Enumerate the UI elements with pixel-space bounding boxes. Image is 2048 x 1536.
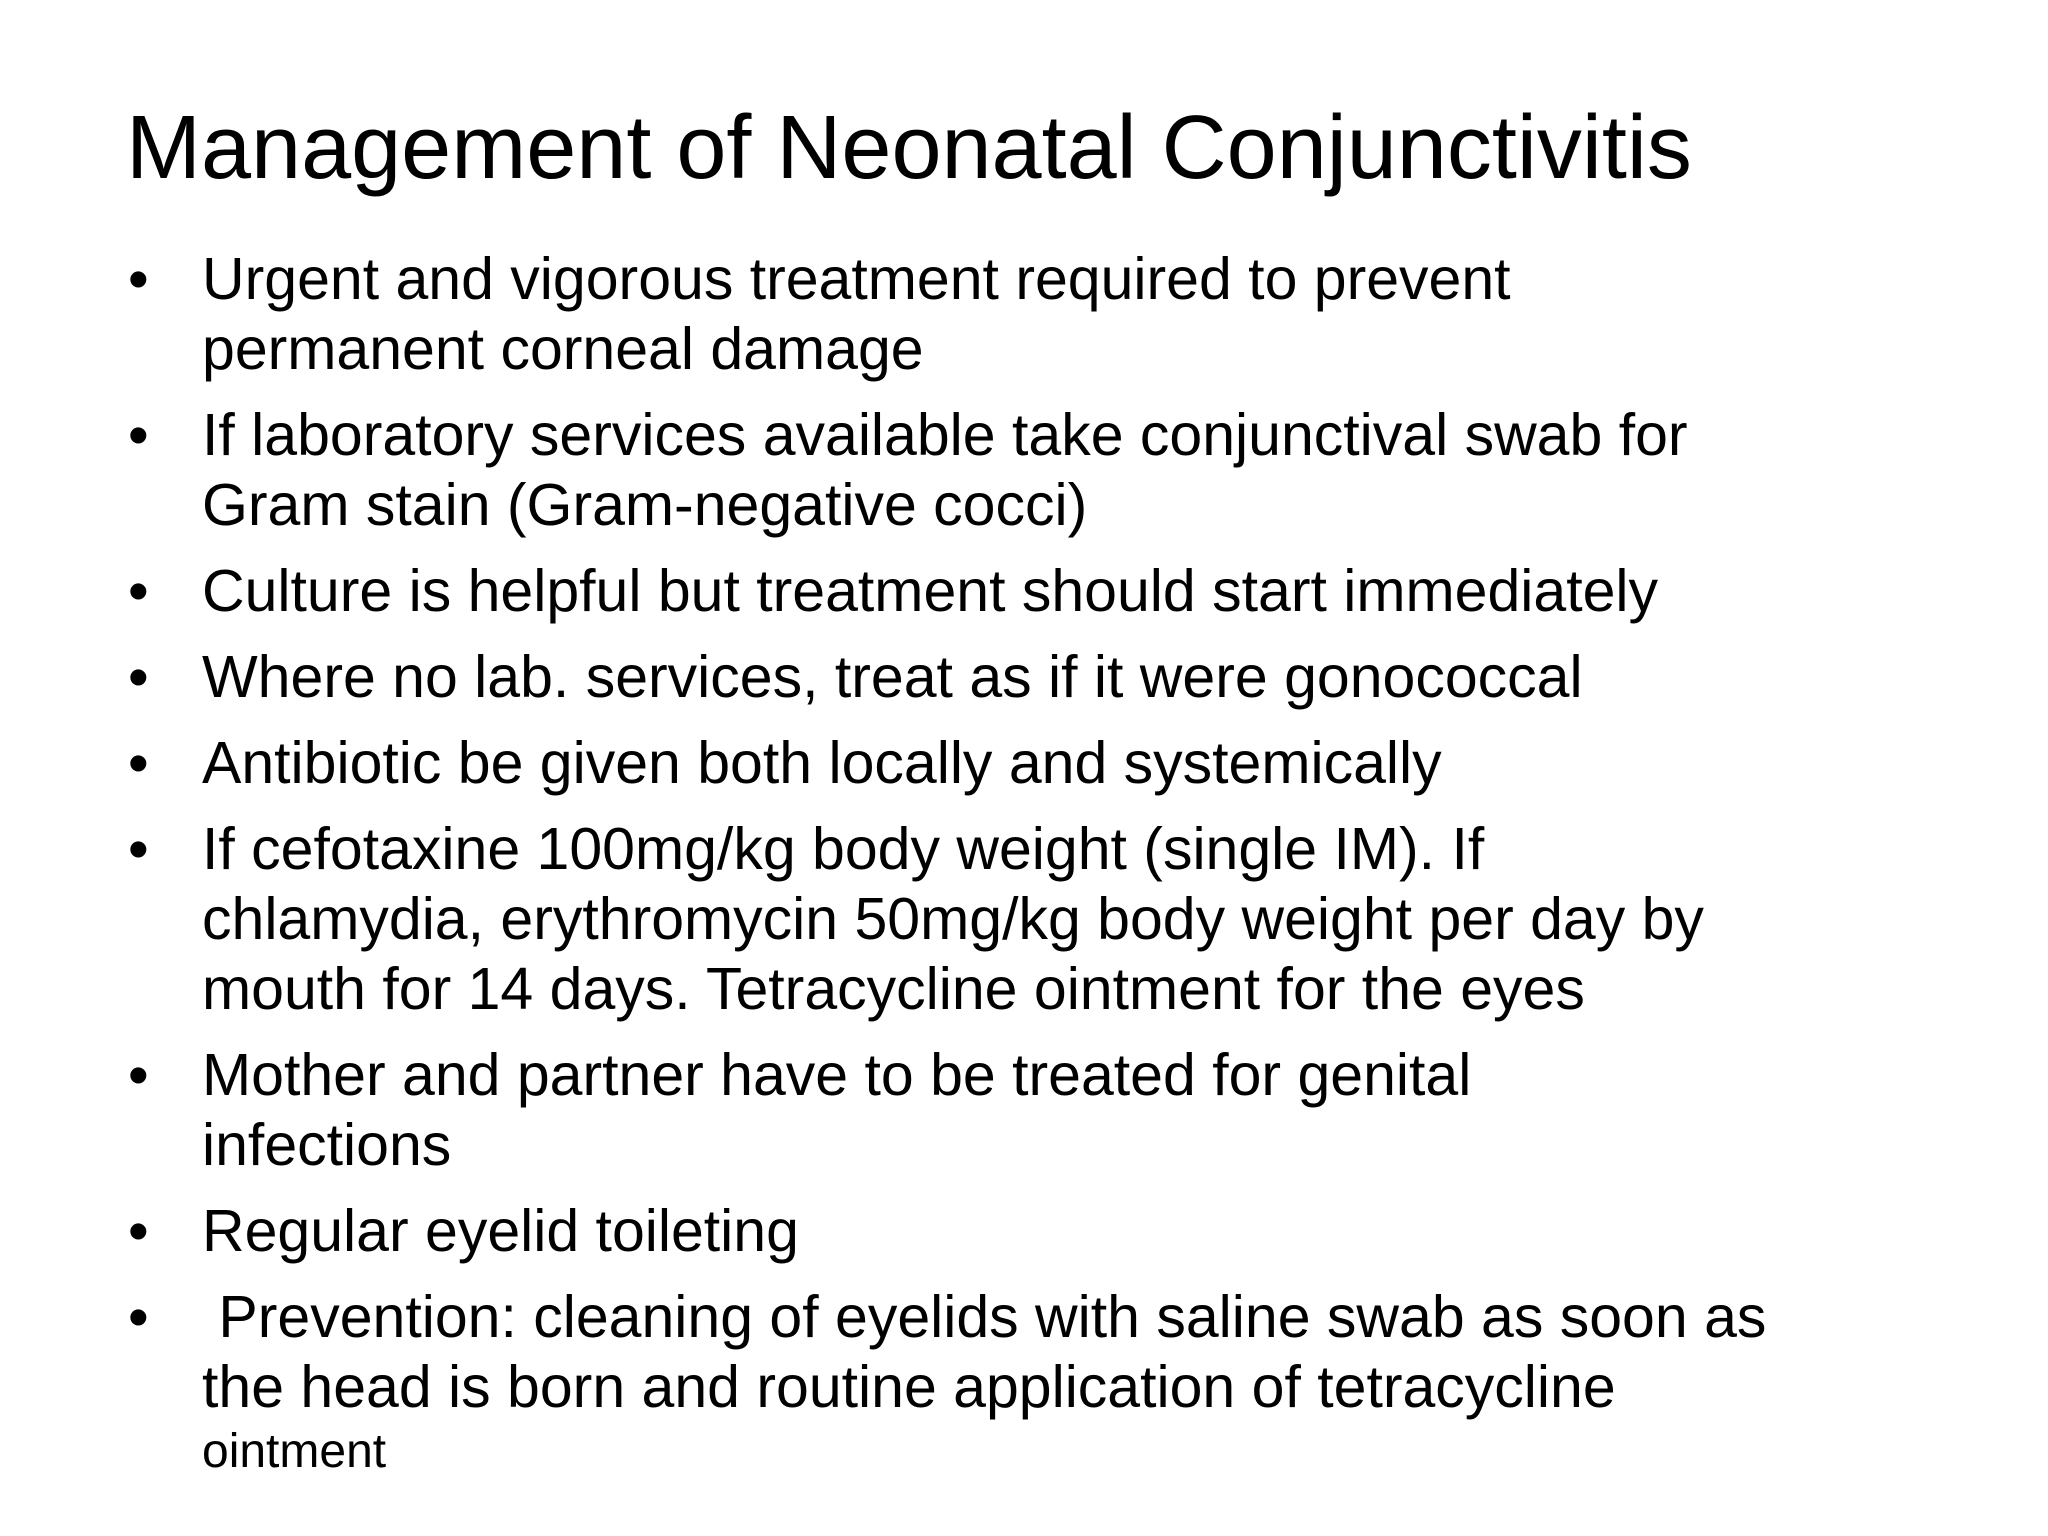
bullet-text-line: If laboratory services available take conjunctival swab for <box>202 402 1688 468</box>
bullet-text-line: Where no lab. services, treat as if it were gonococcal <box>202 644 1583 710</box>
bullet-text-line: ointment <box>202 1425 387 1478</box>
bullet-item <box>126 1282 1966 1482</box>
bullet-text-line: Mother and partner have to be treated for genital <box>202 1042 1472 1108</box>
bullet-dot-icon: • <box>128 1198 149 1264</box>
slide-title: Management of Neonatal Conjunctivitis <box>126 98 1692 198</box>
bullet-item <box>126 814 1966 1024</box>
bullet-text-line: Culture is helpful but treatment should start immediately <box>202 558 1659 624</box>
bullet-item <box>126 400 1966 540</box>
bullet-item <box>126 642 1966 712</box>
bullet-text-line: Antibiotic be given both locally and systemically <box>202 730 1442 796</box>
bullet-text-line: If cefotaxine 100mg/kg body weight (single IM). If <box>202 816 1485 882</box>
bullet-dot-icon: • <box>128 1042 149 1108</box>
bullet-text-line: chlamydia, erythromycin 50mg/kg body weight per day by <box>202 886 1704 952</box>
bullet-text-line: Regular eyelid toileting <box>202 1198 799 1264</box>
bullet-list <box>126 244 1966 1498</box>
bullet-text-line: Prevention: cleaning of eyelids with saline swab as soon as <box>202 1284 1767 1350</box>
bullet-item <box>126 1196 1966 1266</box>
bullet-dot-icon: • <box>128 730 149 796</box>
bullet-item <box>126 244 1966 384</box>
bullet-text-line: permanent corneal damage <box>202 316 924 382</box>
bullet-dot-icon: • <box>128 1284 149 1350</box>
bullet-text-line: mouth for 14 days. Tetracycline ointment for the eyes <box>202 956 1585 1022</box>
bullet-text-line: Gram stain (Gram-negative cocci) <box>202 472 1088 538</box>
bullet-dot-icon: • <box>128 558 149 624</box>
bullet-text-line: Urgent and vigorous treatment required to prevent <box>202 246 1511 312</box>
bullet-item <box>126 728 1966 798</box>
bullet-text-line: the head is born and routine application of tetracycline <box>202 1354 1616 1420</box>
bullet-dot-icon: • <box>128 402 149 468</box>
bullet-dot-icon: • <box>128 644 149 710</box>
bullet-dot-icon: • <box>128 246 149 312</box>
bullet-item <box>126 1040 1966 1180</box>
bullet-text-line: infections <box>202 1112 452 1178</box>
bullet-item <box>126 556 1966 626</box>
bullet-dot-icon: • <box>128 816 149 882</box>
